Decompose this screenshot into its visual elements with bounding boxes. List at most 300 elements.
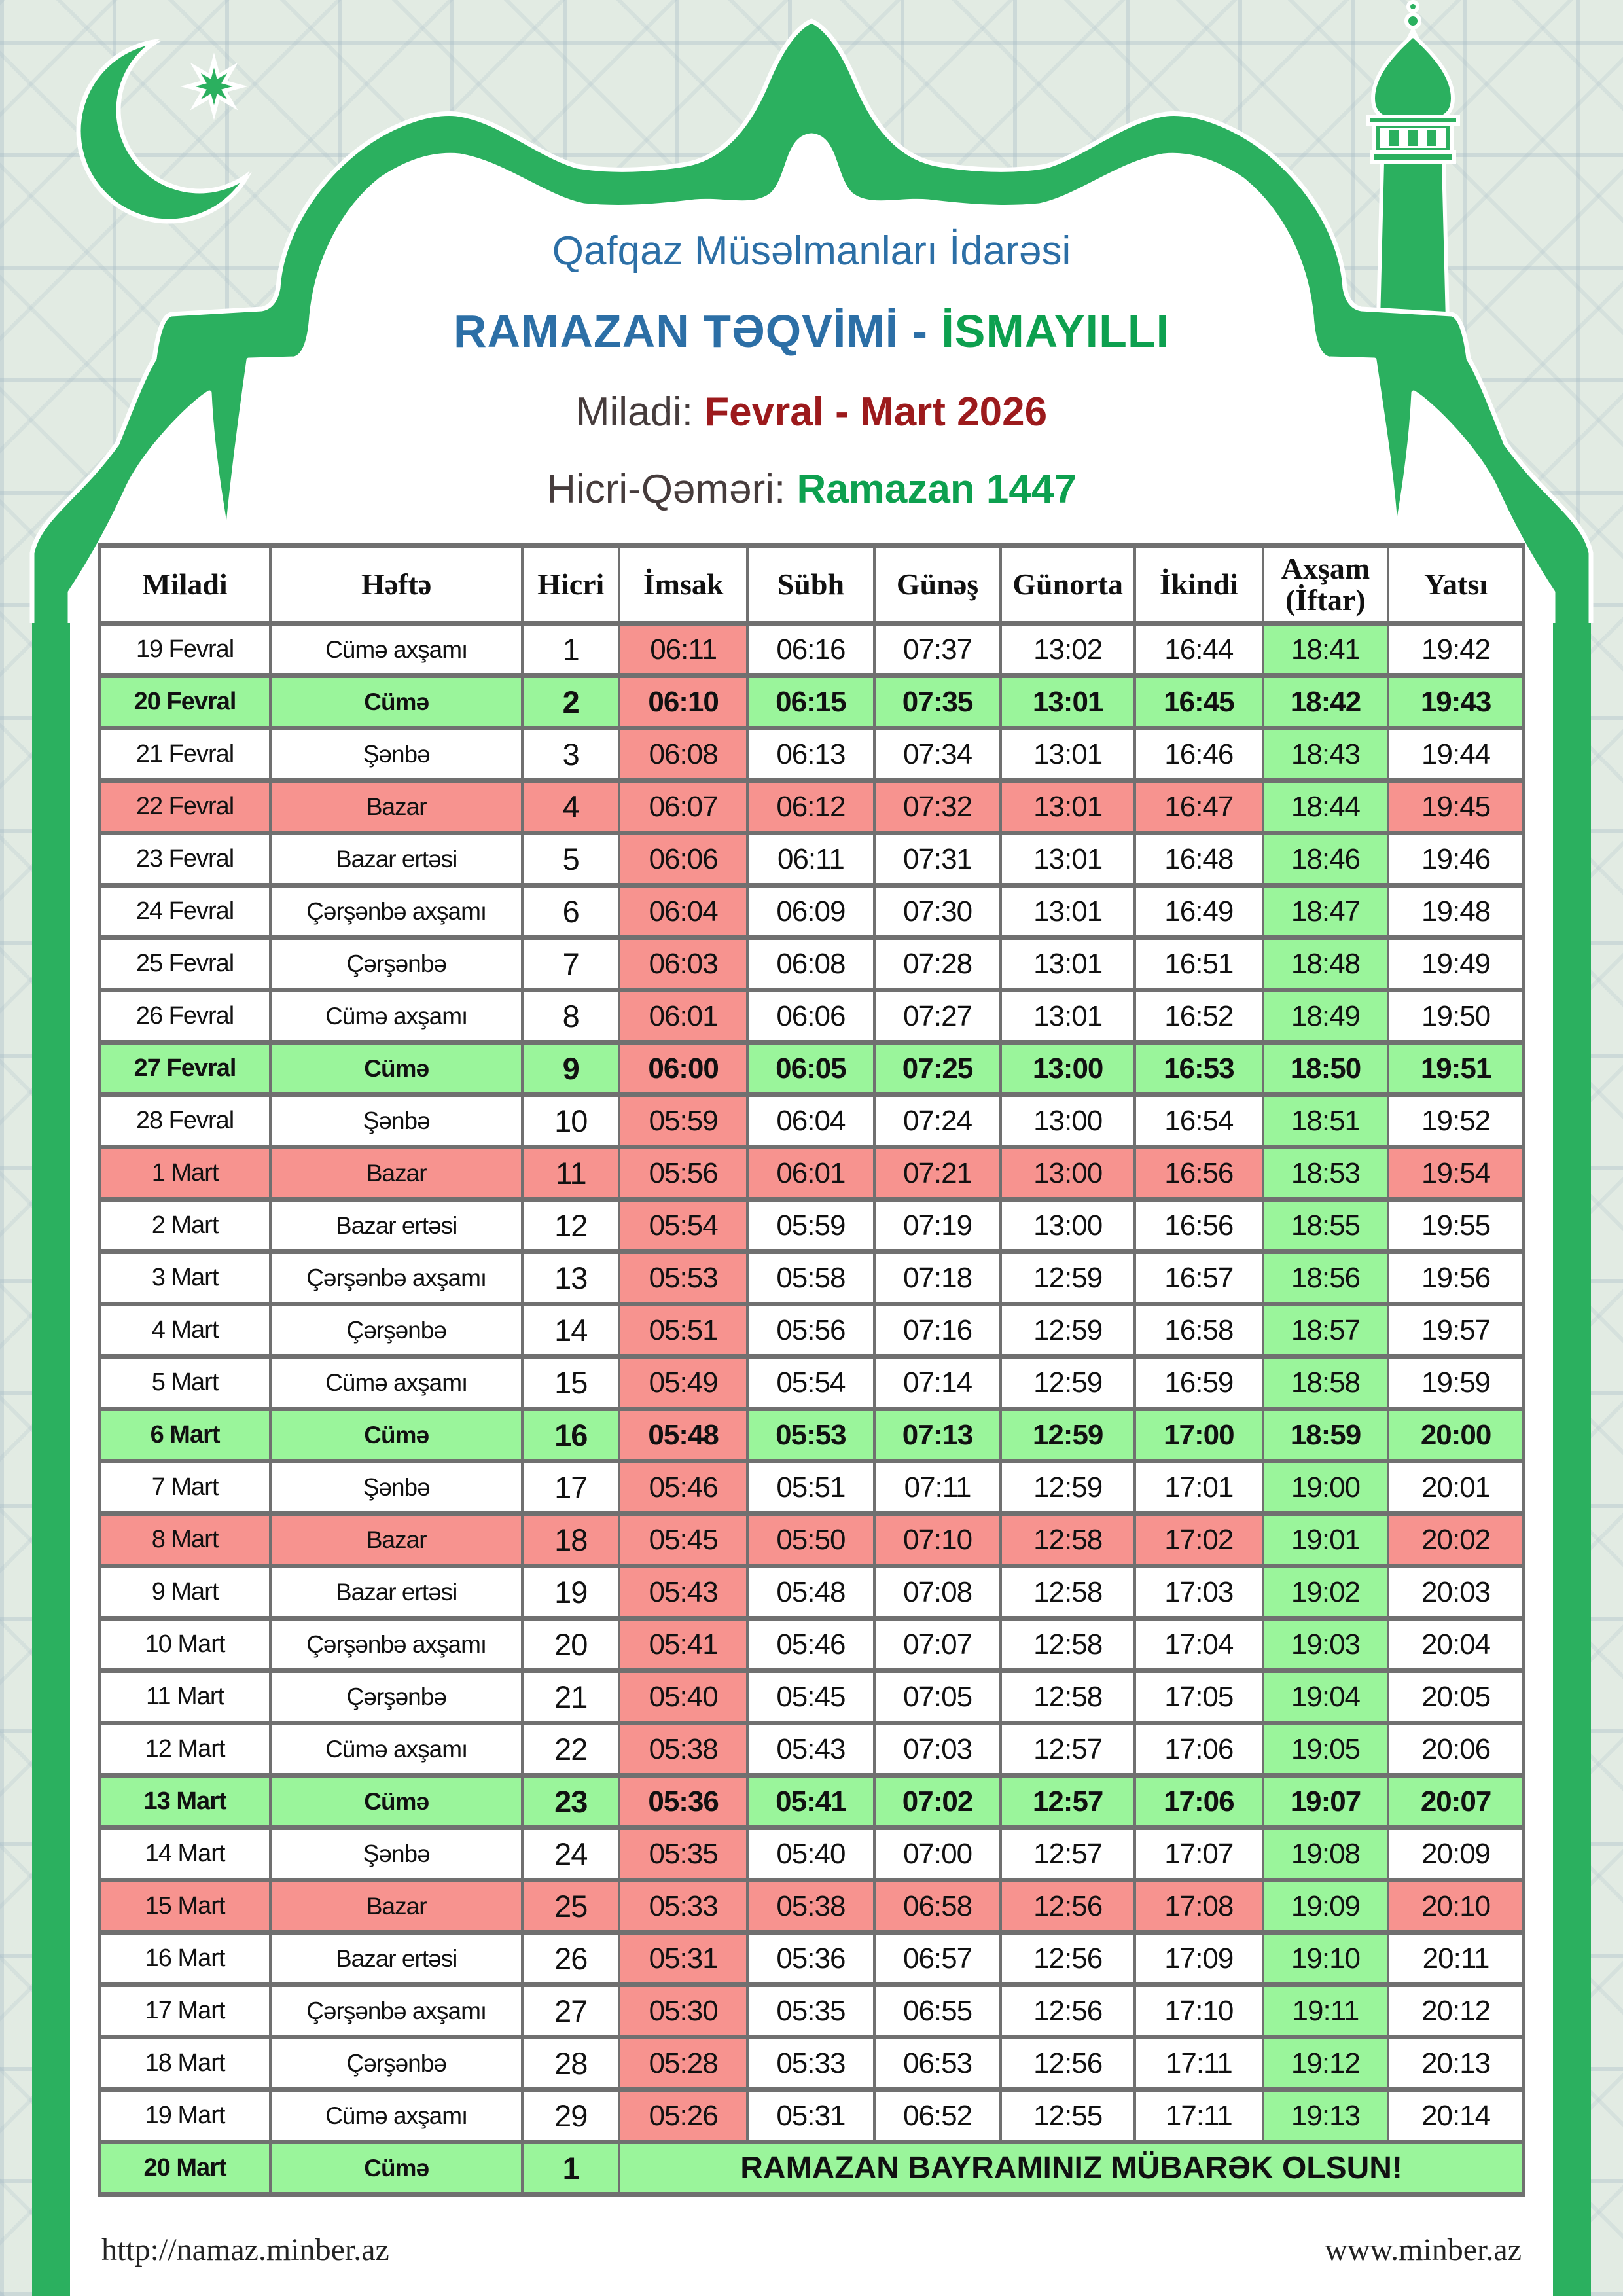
- time-cell: 07:32: [874, 781, 1001, 833]
- time-cell: 20:10: [1388, 1880, 1524, 1933]
- time-cell: 19:01: [1263, 1514, 1388, 1566]
- table-row: [99, 2037, 1524, 2090]
- time-cell: 07:24: [874, 1095, 1001, 1147]
- org-title-text: Qafqaz Müsəlmanları İdarəsi: [552, 228, 1071, 274]
- miladi-cell: 15 Mart: [99, 1880, 270, 1933]
- miladi-cell: 3 Mart: [99, 1252, 270, 1304]
- miladi-cell: 28 Fevral: [99, 1095, 270, 1147]
- hefte-cell: Şənbə: [270, 728, 522, 781]
- time-cell: 12:56: [1001, 1985, 1135, 2037]
- hefte-cell: Bazar ertəsi: [270, 1200, 522, 1252]
- miladi-line: [70, 389, 1553, 435]
- time-cell: 05:59: [747, 1200, 874, 1252]
- time-cell: 17:11: [1135, 2037, 1263, 2090]
- time-cell: 07:34: [874, 728, 1001, 781]
- time-cell: 05:41: [747, 1776, 874, 1828]
- time-cell: 07:18: [874, 1252, 1001, 1304]
- column-header: Günəş: [874, 546, 1001, 624]
- star-icon: [188, 60, 240, 113]
- time-cell: 18:42: [1263, 676, 1388, 728]
- time-cell: 18:41: [1263, 624, 1388, 676]
- time-cell: 05:58: [747, 1252, 874, 1304]
- miladi-cell: 25 Fevral: [99, 938, 270, 990]
- table-row: [99, 886, 1524, 938]
- time-cell: 05:36: [619, 1776, 747, 1828]
- table-row: [99, 1357, 1524, 1409]
- miladi-cell: 26 Fevral: [99, 990, 270, 1043]
- hicri-cell: 15: [522, 1357, 619, 1409]
- time-cell: 06:04: [619, 886, 747, 938]
- miladi-cell: 18 Mart: [99, 2037, 270, 2090]
- miladi-cell: 13 Mart: [99, 1776, 270, 1828]
- time-cell: 06:06: [747, 990, 874, 1043]
- time-cell: 07:13: [874, 1409, 1001, 1462]
- time-cell: 19:03: [1263, 1619, 1388, 1671]
- page-title-city: İSMAYILLI: [941, 306, 1170, 357]
- time-cell: 16:44: [1135, 624, 1263, 676]
- miladi-cell: 2 Mart: [99, 1200, 270, 1252]
- time-cell: 19:52: [1388, 1095, 1524, 1147]
- hefte-cell: Cümə: [270, 1409, 522, 1462]
- time-cell: 06:13: [747, 728, 874, 781]
- time-cell: 17:06: [1135, 1776, 1263, 1828]
- table-row: [99, 1252, 1524, 1304]
- time-cell: 12:59: [1001, 1357, 1135, 1409]
- footer-right-url[interactable]: www.minber.az: [1325, 2233, 1522, 2267]
- hefte-cell: Çərşənbə axşamı: [270, 1252, 522, 1304]
- page-title: [70, 305, 1553, 357]
- time-cell: 06:15: [747, 676, 874, 728]
- column-header: Günorta: [1001, 546, 1135, 624]
- hefte-cell: Çərşənbə: [270, 1671, 522, 1723]
- time-cell: 17:08: [1135, 1880, 1263, 1933]
- time-cell: 07:27: [874, 990, 1001, 1043]
- frame-right-band: [1553, 620, 1591, 2296]
- time-cell: 07:35: [874, 676, 1001, 728]
- hefte-cell: Cümə axşamı: [270, 624, 522, 676]
- table-row: [99, 1409, 1524, 1462]
- time-cell: 20:02: [1388, 1514, 1524, 1566]
- time-cell: 13:02: [1001, 624, 1135, 676]
- time-cell: 06:11: [619, 624, 747, 676]
- hefte-cell: Bazar: [270, 781, 522, 833]
- miladi-cell: 14 Mart: [99, 1828, 270, 1880]
- time-cell: 05:40: [619, 1671, 747, 1723]
- miladi-cell: 20 Fevral: [99, 676, 270, 728]
- time-cell: 16:52: [1135, 990, 1263, 1043]
- table-row: [99, 676, 1524, 728]
- time-cell: 13:01: [1001, 990, 1135, 1043]
- hefte-cell: Şənbə: [270, 1462, 522, 1514]
- time-cell: 06:57: [874, 1933, 1001, 1985]
- column-header: Həftə: [270, 546, 522, 624]
- time-cell: 06:05: [747, 1043, 874, 1095]
- time-cell: 07:21: [874, 1147, 1001, 1200]
- time-cell: 12:56: [1001, 2037, 1135, 2090]
- time-cell: 12:55: [1001, 2090, 1135, 2142]
- hicri-cell: 5: [522, 833, 619, 886]
- org-title: [70, 228, 1553, 274]
- hicri-label: Hicri-Qəməri:: [546, 467, 786, 512]
- hicri-cell: 7: [522, 938, 619, 990]
- time-cell: 18:44: [1263, 781, 1388, 833]
- hicri-cell: 22: [522, 1723, 619, 1776]
- time-cell: 07:08: [874, 1566, 1001, 1619]
- time-cell: 05:31: [747, 2090, 874, 2142]
- time-cell: 19:49: [1388, 938, 1524, 990]
- time-cell: 19:04: [1263, 1671, 1388, 1723]
- time-cell: 07:10: [874, 1514, 1001, 1566]
- hicri-cell: 26: [522, 1933, 619, 1985]
- time-cell: 05:56: [619, 1147, 747, 1200]
- crescent-and-star-icon: [79, 29, 281, 221]
- time-cell: 19:10: [1263, 1933, 1388, 1985]
- table-row: [99, 1776, 1524, 1828]
- time-cell: 06:09: [747, 886, 874, 938]
- time-cell: 20:03: [1388, 1566, 1524, 1619]
- time-cell: 16:56: [1135, 1200, 1263, 1252]
- time-cell: 18:57: [1263, 1304, 1388, 1357]
- hicri-cell: 8: [522, 990, 619, 1043]
- prayer-times-table-wrap: [98, 543, 1525, 2197]
- miladi-cell: 22 Fevral: [99, 781, 270, 833]
- time-cell: 07:30: [874, 886, 1001, 938]
- hefte-cell: Çərşənbə: [270, 2037, 522, 2090]
- time-cell: 05:41: [619, 1619, 747, 1671]
- time-cell: 07:11: [874, 1462, 1001, 1514]
- hefte-cell: Çərşənbə: [270, 1304, 522, 1357]
- miladi-cell: 16 Mart: [99, 1933, 270, 1985]
- time-cell: 05:31: [619, 1933, 747, 1985]
- time-cell: 19:50: [1388, 990, 1524, 1043]
- time-cell: 19:46: [1388, 833, 1524, 886]
- table-row: [99, 938, 1524, 990]
- hicri-cell: 1: [522, 624, 619, 676]
- table-row: [99, 624, 1524, 676]
- miladi-cell: 4 Mart: [99, 1304, 270, 1357]
- hicri-cell: 25: [522, 1880, 619, 1933]
- hicri-cell: 3: [522, 728, 619, 781]
- hicri-cell: 9: [522, 1043, 619, 1095]
- hicri-cell: 6: [522, 886, 619, 938]
- time-cell: 07:05: [874, 1671, 1001, 1723]
- time-cell: 17:02: [1135, 1514, 1263, 1566]
- miladi-cell: 12 Mart: [99, 1723, 270, 1776]
- hicri-cell: 27: [522, 1985, 619, 2037]
- time-cell: 13:01: [1001, 781, 1135, 833]
- table-row: [99, 1828, 1524, 1880]
- hicri-cell: 21: [522, 1671, 619, 1723]
- table-row: [99, 1462, 1524, 1514]
- time-cell: 12:57: [1001, 1828, 1135, 1880]
- table-row: [99, 1880, 1524, 1933]
- time-cell: 13:00: [1001, 1043, 1135, 1095]
- hefte-cell: Cümə: [270, 676, 522, 728]
- time-cell: 05:35: [747, 1985, 874, 2037]
- time-cell: 05:46: [747, 1619, 874, 1671]
- time-cell: 05:46: [619, 1462, 747, 1514]
- miladi-cell: 9 Mart: [99, 1566, 270, 1619]
- time-cell: 06:55: [874, 1985, 1001, 2037]
- time-cell: 20:12: [1388, 1985, 1524, 2037]
- time-cell: 05:53: [619, 1252, 747, 1304]
- time-cell: 20:01: [1388, 1462, 1524, 1514]
- time-cell: 06:08: [747, 938, 874, 990]
- hefte-cell: Cümə axşamı: [270, 2090, 522, 2142]
- time-cell: 19:12: [1263, 2037, 1388, 2090]
- hicri-cell: 16: [522, 1409, 619, 1462]
- time-cell: 06:52: [874, 2090, 1001, 2142]
- time-cell: 05:50: [747, 1514, 874, 1566]
- time-cell: 20:05: [1388, 1671, 1524, 1723]
- time-cell: 07:00: [874, 1828, 1001, 1880]
- hicri-cell: 2: [522, 676, 619, 728]
- time-cell: 06:03: [619, 938, 747, 990]
- time-cell: 20:14: [1388, 2090, 1524, 2142]
- time-cell: 05:45: [619, 1514, 747, 1566]
- time-cell: 05:38: [619, 1723, 747, 1776]
- time-cell: 16:46: [1135, 728, 1263, 781]
- hicri-cell: 18: [522, 1514, 619, 1566]
- hefte-cell: Cümə axşamı: [270, 1357, 522, 1409]
- time-cell: 17:03: [1135, 1566, 1263, 1619]
- time-cell: 12:59: [1001, 1304, 1135, 1357]
- time-cell: 16:56: [1135, 1147, 1263, 1200]
- time-cell: 06:58: [874, 1880, 1001, 1933]
- time-cell: 05:35: [619, 1828, 747, 1880]
- time-cell: 16:45: [1135, 676, 1263, 728]
- hicri-cell: 1: [522, 2142, 619, 2195]
- time-cell: 13:01: [1001, 833, 1135, 886]
- hefte-cell: Çərşənbə axşamı: [270, 1619, 522, 1671]
- table-row: [99, 781, 1524, 833]
- time-cell: 19:43: [1388, 676, 1524, 728]
- time-cell: 13:01: [1001, 728, 1135, 781]
- prayer-times-table: [98, 543, 1525, 2197]
- hefte-cell: Cümə: [270, 1776, 522, 1828]
- hicri-cell: 29: [522, 2090, 619, 2142]
- miladi-cell: 24 Fevral: [99, 886, 270, 938]
- time-cell: 12:57: [1001, 1776, 1135, 1828]
- hefte-cell: Çərşənbə axşamı: [270, 1985, 522, 2037]
- time-cell: 17:10: [1135, 1985, 1263, 2037]
- time-cell: 18:46: [1263, 833, 1388, 886]
- time-cell: 20:06: [1388, 1723, 1524, 1776]
- time-cell: 05:51: [747, 1462, 874, 1514]
- hicri-cell: 19: [522, 1566, 619, 1619]
- table-row: [99, 1514, 1524, 1566]
- time-cell: 05:49: [619, 1357, 747, 1409]
- time-cell: 18:43: [1263, 728, 1388, 781]
- table-row: [99, 1723, 1524, 1776]
- time-cell: 17:07: [1135, 1828, 1263, 1880]
- time-cell: 13:00: [1001, 1095, 1135, 1147]
- time-cell: 06:01: [747, 1147, 874, 1200]
- time-cell: 19:51: [1388, 1043, 1524, 1095]
- time-cell: 12:59: [1001, 1409, 1135, 1462]
- time-cell: 16:59: [1135, 1357, 1263, 1409]
- time-cell: 05:56: [747, 1304, 874, 1357]
- time-cell: 18:58: [1263, 1357, 1388, 1409]
- hefte-cell: Cümə axşamı: [270, 1723, 522, 1776]
- miladi-cell: 27 Fevral: [99, 1043, 270, 1095]
- miladi-cell: 1 Mart: [99, 1147, 270, 1200]
- time-cell: 05:54: [747, 1357, 874, 1409]
- time-cell: 17:01: [1135, 1462, 1263, 1514]
- time-cell: 05:30: [619, 1985, 747, 2037]
- footer: [70, 2224, 1553, 2276]
- table-row: [99, 1147, 1524, 1200]
- time-cell: 19:13: [1263, 2090, 1388, 2142]
- table-header-row: [99, 546, 1524, 624]
- time-cell: 05:48: [747, 1566, 874, 1619]
- table-row: [99, 1095, 1524, 1147]
- time-cell: 06:06: [619, 833, 747, 886]
- hicri-cell: 24: [522, 1828, 619, 1880]
- miladi-cell: 5 Mart: [99, 1357, 270, 1409]
- time-cell: 05:48: [619, 1409, 747, 1462]
- time-cell: 18:48: [1263, 938, 1388, 990]
- hicri-value: Ramazan 1447: [796, 467, 1077, 512]
- time-cell: 16:53: [1135, 1043, 1263, 1095]
- miladi-cell: 21 Fevral: [99, 728, 270, 781]
- time-cell: 16:47: [1135, 781, 1263, 833]
- miladi-cell: 10 Mart: [99, 1619, 270, 1671]
- time-cell: 19:44: [1388, 728, 1524, 781]
- time-cell: 12:58: [1001, 1514, 1135, 1566]
- time-cell: 20:13: [1388, 2037, 1524, 2090]
- miladi-cell: 19 Fevral: [99, 624, 270, 676]
- time-cell: 16:57: [1135, 1252, 1263, 1304]
- time-cell: 12:58: [1001, 1671, 1135, 1723]
- table-row: [99, 2090, 1524, 2142]
- hefte-cell: Şənbə: [270, 1828, 522, 1880]
- time-cell: 05:33: [747, 2037, 874, 2090]
- time-cell: 06:01: [619, 990, 747, 1043]
- page-title-main: RAMAZAN TƏQVİMİ -: [453, 306, 928, 357]
- time-cell: 13:01: [1001, 938, 1135, 990]
- hefte-cell: Bazar ertəsi: [270, 833, 522, 886]
- time-cell: 19:07: [1263, 1776, 1388, 1828]
- time-cell: 12:56: [1001, 1880, 1135, 1933]
- hicri-cell: 20: [522, 1619, 619, 1671]
- time-cell: 06:00: [619, 1043, 747, 1095]
- column-header: İkindi: [1135, 546, 1263, 624]
- miladi-label: Miladi:: [575, 389, 694, 435]
- hicri-cell: 11: [522, 1147, 619, 1200]
- time-cell: 05:36: [747, 1933, 874, 1985]
- hefte-cell: Cümə: [270, 2142, 522, 2195]
- time-cell: 18:56: [1263, 1252, 1388, 1304]
- table-row: [99, 990, 1524, 1043]
- time-cell: 19:54: [1388, 1147, 1524, 1200]
- time-cell: 17:04: [1135, 1619, 1263, 1671]
- time-cell: 19:45: [1388, 781, 1524, 833]
- time-cell: 19:56: [1388, 1252, 1524, 1304]
- time-cell: 07:25: [874, 1043, 1001, 1095]
- table-row: [99, 1619, 1524, 1671]
- hefte-cell: Cümə axşamı: [270, 990, 522, 1043]
- time-cell: 19:55: [1388, 1200, 1524, 1252]
- time-cell: 16:48: [1135, 833, 1263, 886]
- miladi-cell: 20 Mart: [99, 2142, 270, 2195]
- time-cell: 05:53: [747, 1409, 874, 1462]
- time-cell: 19:59: [1388, 1357, 1524, 1409]
- table-row: [99, 1566, 1524, 1619]
- time-cell: 06:08: [619, 728, 747, 781]
- time-cell: 07:37: [874, 624, 1001, 676]
- table-row: [99, 1933, 1524, 1985]
- time-cell: 06:07: [619, 781, 747, 833]
- time-cell: 16:51: [1135, 938, 1263, 990]
- time-cell: 05:43: [747, 1723, 874, 1776]
- footer-left-url[interactable]: http://namaz.minber.az: [101, 2233, 389, 2267]
- miladi-cell: 23 Fevral: [99, 833, 270, 886]
- time-cell: 06:11: [747, 833, 874, 886]
- table-row: [99, 1304, 1524, 1357]
- time-cell: 17:09: [1135, 1933, 1263, 1985]
- time-cell: 20:09: [1388, 1828, 1524, 1880]
- hicri-cell: 28: [522, 2037, 619, 2090]
- miladi-cell: 17 Mart: [99, 1985, 270, 2037]
- time-cell: 05:43: [619, 1566, 747, 1619]
- hefte-cell: Cümə: [270, 1043, 522, 1095]
- time-cell: 17:05: [1135, 1671, 1263, 1723]
- hicri-cell: 14: [522, 1304, 619, 1357]
- hefte-cell: Bazar: [270, 1514, 522, 1566]
- column-header: Yatsı: [1388, 546, 1524, 624]
- time-cell: 07:02: [874, 1776, 1001, 1828]
- time-cell: 05:28: [619, 2037, 747, 2090]
- hicri-cell: 12: [522, 1200, 619, 1252]
- hicri-cell: 13: [522, 1252, 619, 1304]
- time-cell: 12:57: [1001, 1723, 1135, 1776]
- hefte-cell: Bazar: [270, 1880, 522, 1933]
- time-cell: 06:53: [874, 2037, 1001, 2090]
- table-row: [99, 1200, 1524, 1252]
- time-cell: 16:54: [1135, 1095, 1263, 1147]
- time-cell: 17:06: [1135, 1723, 1263, 1776]
- time-cell: 12:59: [1001, 1252, 1135, 1304]
- time-cell: 18:49: [1263, 990, 1388, 1043]
- time-cell: 07:31: [874, 833, 1001, 886]
- time-cell: 18:55: [1263, 1200, 1388, 1252]
- miladi-cell: 19 Mart: [99, 2090, 270, 2142]
- time-cell: 05:26: [619, 2090, 747, 2142]
- time-cell: 19:48: [1388, 886, 1524, 938]
- time-cell: 13:01: [1001, 886, 1135, 938]
- time-cell: 12:59: [1001, 1462, 1135, 1514]
- time-cell: 12:58: [1001, 1619, 1135, 1671]
- time-cell: 07:19: [874, 1200, 1001, 1252]
- hefte-cell: Çərşənbə: [270, 938, 522, 990]
- column-header: Sübh: [747, 546, 874, 624]
- time-cell: 07:16: [874, 1304, 1001, 1357]
- time-cell: 12:56: [1001, 1933, 1135, 1985]
- time-cell: 05:54: [619, 1200, 747, 1252]
- hefte-cell: Bazar: [270, 1147, 522, 1200]
- time-cell: 16:58: [1135, 1304, 1263, 1357]
- time-cell: 06:04: [747, 1095, 874, 1147]
- miladi-cell: 6 Mart: [99, 1409, 270, 1462]
- time-cell: 06:10: [619, 676, 747, 728]
- table-row: [99, 728, 1524, 781]
- miladi-cell: 7 Mart: [99, 1462, 270, 1514]
- time-cell: 19:02: [1263, 1566, 1388, 1619]
- time-cell: 20:07: [1388, 1776, 1524, 1828]
- time-cell: 05:59: [619, 1095, 747, 1147]
- bayram-message-cell: RAMAZAN BAYRAMINIZ MÜBARƏK OLSUN!: [619, 2142, 1524, 2195]
